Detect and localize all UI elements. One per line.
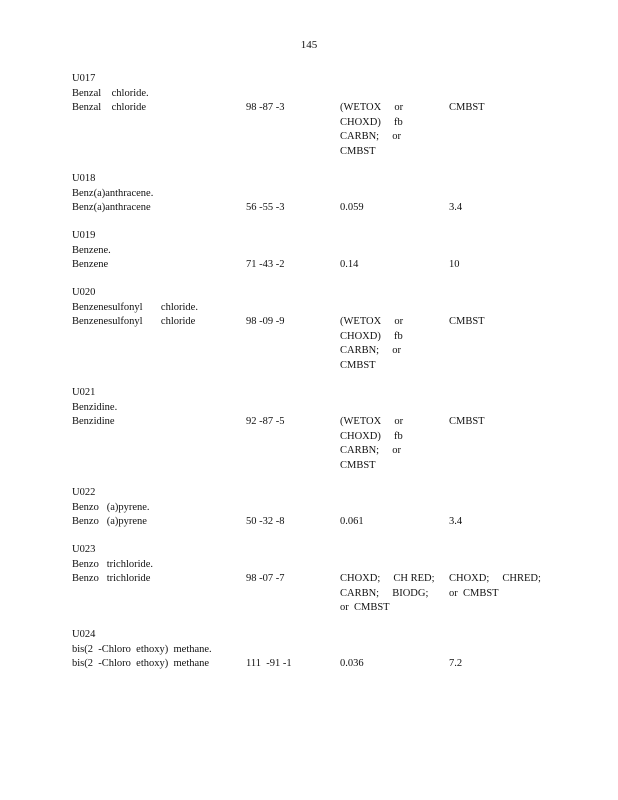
nonwastewater-standard bbox=[449, 515, 569, 530]
wastewater-standard bbox=[340, 572, 440, 616]
cas-number: 71 -43 -2 bbox=[246, 259, 285, 270]
page-number: 145 bbox=[300, 39, 318, 51]
wastewater-line: 0.059 bbox=[340, 202, 364, 213]
cas-number: 98 -87 -3 bbox=[246, 102, 285, 113]
wastewater-line: (WETOX or bbox=[340, 316, 404, 327]
waste-entry-u020 bbox=[72, 286, 592, 371]
nonwastewater-line: CMBST bbox=[449, 416, 485, 427]
waste-code: U020 bbox=[72, 287, 96, 298]
waste-code: U019 bbox=[72, 230, 96, 241]
constituent-name: Benzenesulfonyl chloride bbox=[72, 316, 196, 327]
wastewater-line: CMBST bbox=[340, 145, 376, 157]
cas-number: 50 -32 -8 bbox=[246, 516, 285, 527]
wastewater-standard bbox=[340, 415, 440, 473]
nonwastewater-standard bbox=[449, 315, 569, 330]
wastewater-standard bbox=[340, 515, 440, 530]
wastewater-standard bbox=[340, 315, 440, 373]
waste-code: U023 bbox=[72, 544, 96, 555]
nonwastewater-standard bbox=[449, 415, 569, 430]
wastewater-line: or CMBST bbox=[340, 602, 390, 613]
cas-number: 111 -91 -1 bbox=[246, 658, 292, 669]
wastewater-line: (WETOX or bbox=[340, 102, 404, 113]
nonwastewater-standard bbox=[449, 201, 569, 216]
nonwastewater-standard bbox=[449, 657, 569, 672]
waste-entry-u018 bbox=[72, 172, 592, 216]
wastewater-line: CMBST bbox=[340, 459, 376, 471]
cas-number: 98 -07 -7 bbox=[246, 573, 285, 584]
wastewater-line: CARBN; or bbox=[340, 345, 401, 356]
nonwastewater-line: 3.4 bbox=[449, 516, 463, 527]
cas-number: 56 -55 -3 bbox=[246, 202, 285, 213]
constituent-title: bis(2 -Chloro ethoxy) methane. bbox=[72, 643, 212, 655]
constituent-name: Benzal chloride bbox=[72, 102, 147, 113]
wastewater-standard bbox=[340, 258, 440, 273]
wastewater-line: CARBN; BIODG; bbox=[340, 587, 429, 599]
nonwastewater-standard bbox=[449, 101, 569, 116]
wastewater-line: CHOXD) fb bbox=[340, 330, 403, 342]
constituent-name: Benz(a)anthracene bbox=[72, 202, 151, 213]
constituent-name: Benzidine bbox=[72, 416, 115, 427]
waste-entry-u024 bbox=[72, 628, 592, 672]
waste-code: U024 bbox=[72, 629, 96, 640]
nonwastewater-line: 7.2 bbox=[449, 658, 463, 669]
wastewater-line: 0.036 bbox=[340, 658, 364, 669]
wastewater-line: CARBN; or bbox=[340, 131, 401, 142]
nonwastewater-standard bbox=[449, 572, 569, 601]
wastewater-line: CARBN; or bbox=[340, 445, 401, 456]
wastewater-line: CMBST bbox=[340, 359, 376, 371]
waste-entry-u021 bbox=[72, 386, 592, 471]
wastewater-line: CHOXD; CH RED; bbox=[340, 573, 435, 584]
waste-entry-u023 bbox=[72, 543, 592, 613]
nonwastewater-line: 10 bbox=[449, 259, 460, 270]
cas-number: 92 -87 -5 bbox=[246, 416, 285, 427]
nonwastewater-line: CMBST bbox=[449, 102, 485, 113]
nonwastewater-line: CMBST bbox=[449, 316, 485, 327]
wastewater-line: CHOXD) fb bbox=[340, 116, 403, 128]
constituent-title: Benzenesulfonyl chloride. bbox=[72, 301, 198, 313]
constituent-title: Benzene. bbox=[72, 244, 111, 256]
nonwastewater-line: or CMBST bbox=[449, 587, 499, 599]
waste-entry-u017 bbox=[72, 72, 592, 157]
waste-code: U022 bbox=[72, 487, 96, 498]
nonwastewater-line: CHOXD; CHRED; bbox=[449, 573, 541, 584]
constituent-title: Benz(a)anthracene. bbox=[72, 187, 154, 199]
wastewater-line: CHOXD) fb bbox=[340, 430, 403, 442]
nonwastewater-line: 3.4 bbox=[449, 202, 463, 213]
constituent-name: Benzo trichloride bbox=[72, 573, 151, 584]
nonwastewater-standard bbox=[449, 258, 569, 273]
wastewater-standard bbox=[340, 201, 440, 216]
wastewater-line: (WETOX or bbox=[340, 416, 404, 427]
constituent-name: Benzo (a)pyrene bbox=[72, 516, 147, 527]
constituent-name: bis(2 -Chloro ethoxy) methane bbox=[72, 658, 210, 669]
waste-code: U017 bbox=[72, 73, 96, 84]
cas-number: 98 -09 -9 bbox=[246, 316, 285, 327]
wastewater-standard bbox=[340, 101, 440, 159]
wastewater-line: 0.14 bbox=[340, 259, 359, 270]
wastewater-line: 0.061 bbox=[340, 516, 364, 527]
constituent-title: Benzidine. bbox=[72, 401, 118, 413]
wastewater-standard bbox=[340, 657, 440, 672]
constituent-title: Benzo (a)pyrene. bbox=[72, 501, 150, 513]
waste-code: U018 bbox=[72, 173, 96, 184]
waste-entry-u019 bbox=[72, 229, 592, 273]
constituent-title: Benzo trichloride. bbox=[72, 558, 154, 570]
waste-entry-u022 bbox=[72, 486, 592, 530]
constituent-title: Benzal chloride. bbox=[72, 87, 149, 99]
constituent-name: Benzene bbox=[72, 259, 109, 270]
waste-code: U021 bbox=[72, 387, 96, 398]
